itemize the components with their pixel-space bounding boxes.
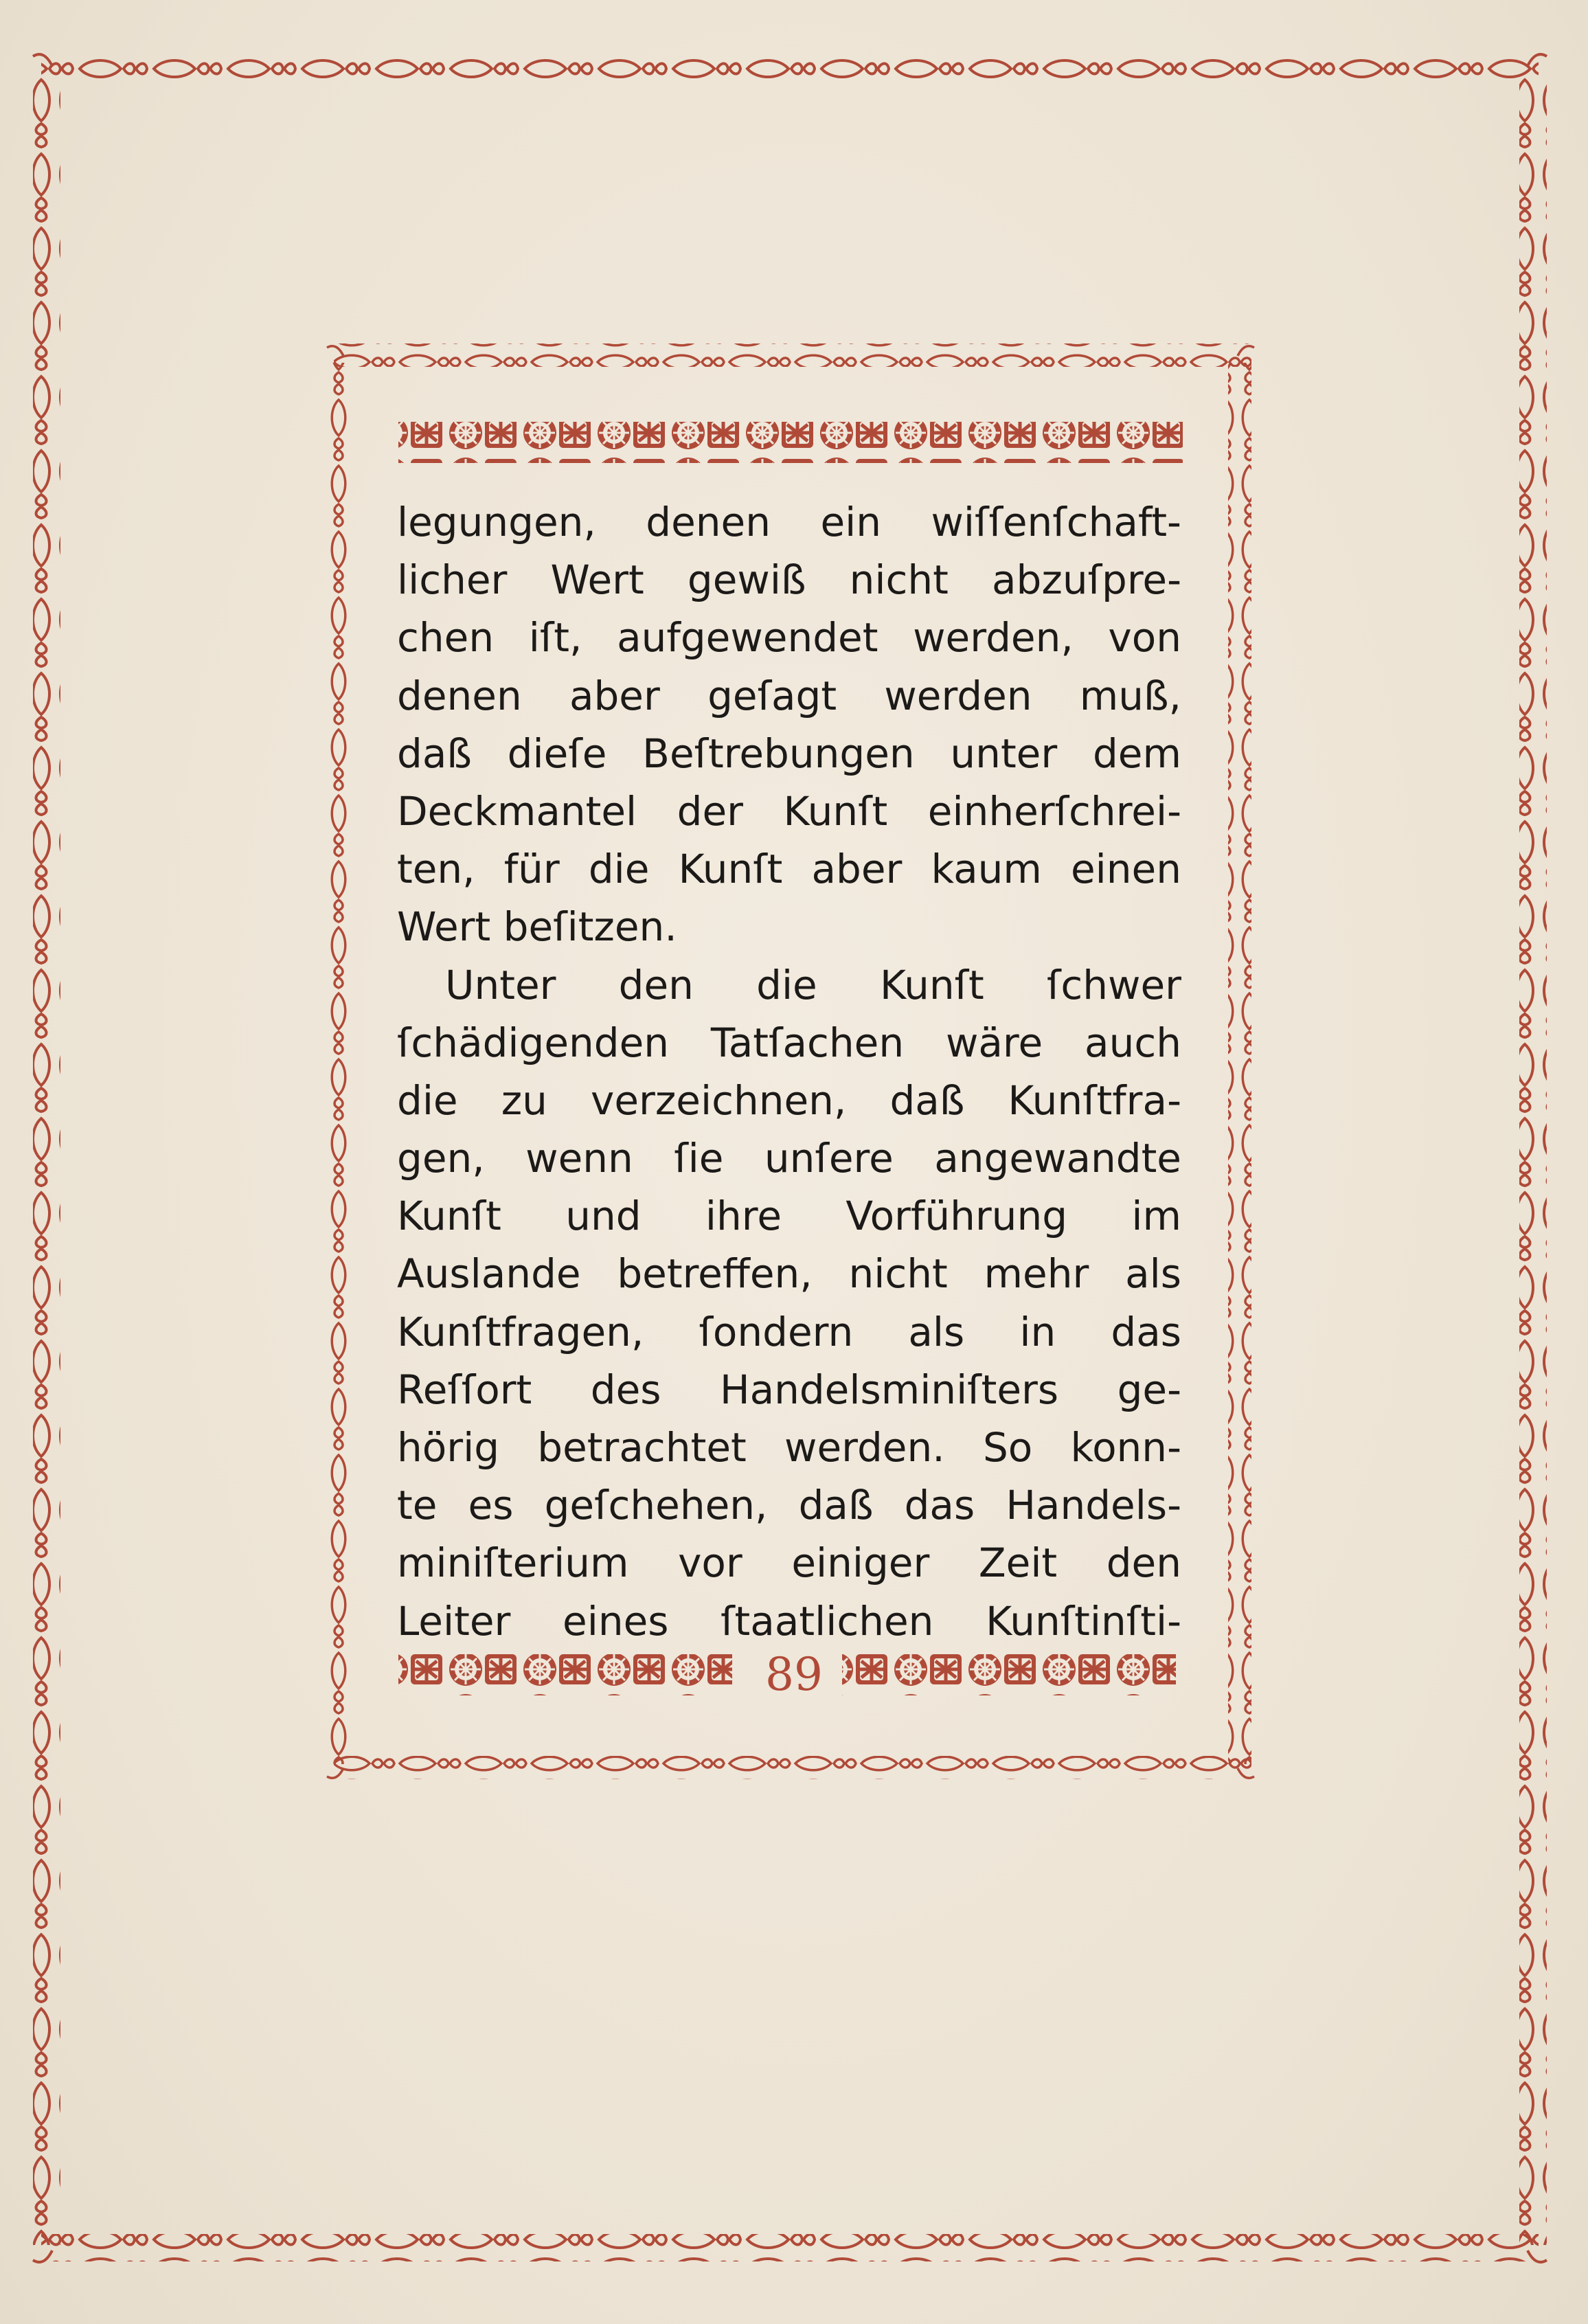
text-line: legungen, denen ein wiſſenſchaft- (397, 499, 1181, 545)
page-number: 89 (765, 1648, 823, 1701)
text-line: denen aber geſagt werden muß, (397, 672, 1181, 719)
bottom-right-ornament-band (842, 1654, 1176, 1695)
text-line: Auslande betreffen, nicht mehr als (397, 1250, 1181, 1298)
text-line: ten, für die Kunſt aber kaum einen (397, 846, 1181, 893)
text-line: Deckmantel der Kunſt einherſchrei- (397, 787, 1181, 835)
text-line: hörig betrachtet werden. So konn- (397, 1424, 1181, 1471)
text-line: Reſſort des Handelsminiſters ge- (397, 1366, 1181, 1413)
text-line: chen iſt, aufgewendet werden, von (397, 614, 1181, 662)
text-line: Unter den die Kunſt ſchwer (445, 961, 1181, 1008)
text-line: licher Wert gewiß nicht abzuſpre- (397, 556, 1181, 604)
text-line: ſchädigenden Tatſachen wäre auch (397, 1019, 1181, 1066)
text-line: gen, wenn ſie unſere angewandte (397, 1135, 1181, 1182)
body-text (397, 493, 1181, 1650)
bottom-left-ornament-band (398, 1654, 732, 1695)
text-line: Kunſtfragen, ſondern als in das (397, 1308, 1181, 1355)
text-line: Kunſt und ihre Vorführung im (397, 1193, 1181, 1240)
top-ornament-band (398, 422, 1183, 463)
text-line: Wert beſitzen. (397, 903, 677, 951)
text-line: die zu verzeichnen, daß Kunſtfra- (397, 1076, 1181, 1124)
text-line: Leiter eines ſtaatlichen Kunſtinſti- (397, 1597, 1181, 1645)
text-line: miniſterium vor einiger Zeit den (397, 1539, 1181, 1587)
text-line: te es geſchehen, daß das Handels- (397, 1482, 1181, 1529)
text-line: daß dieſe Beſtrebungen unter dem (397, 730, 1181, 777)
